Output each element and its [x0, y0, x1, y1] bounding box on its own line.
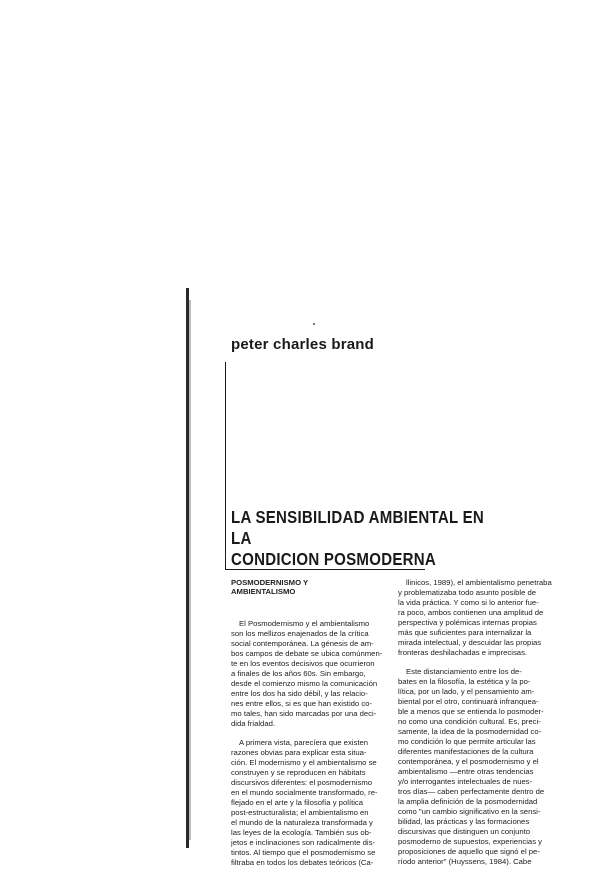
- text-line: perspectiva y polémicas internas propias: [398, 618, 537, 627]
- article-title: [231, 507, 506, 570]
- text-line: mo tales, han sido marcadas por una deci-: [231, 709, 377, 718]
- text-line: ción. El modernismo y el ambientalismo se: [231, 758, 377, 767]
- text-line: El Posmodernismo y el ambientalismo: [239, 619, 370, 628]
- text-line: biental por el otro, continuará infranquea-: [398, 697, 539, 706]
- text-line: diferentes manifestaciones de la cultura: [398, 747, 534, 756]
- text-line: Este distanciamiento entre los de-: [406, 667, 522, 676]
- text-line: fronteras deshilachadas e imprecisas.: [398, 648, 528, 657]
- text-line: proposiciones de aquello que signó el pe-: [398, 847, 540, 856]
- paragraph: [398, 578, 558, 658]
- article-title-line-2: CONDICION POSMODERNA: [231, 549, 437, 569]
- paragraph: [231, 738, 389, 868]
- text-line: ambientalismo —entre otras tendencias: [398, 767, 534, 776]
- text-line: ble a menos que se entienda lo posmoder-: [398, 707, 544, 716]
- paragraph: [398, 667, 558, 867]
- text-line: bates en la filosofía, la estética y la po-: [398, 677, 531, 686]
- text-line: te en los eventos decisivos que ocurrieron: [231, 659, 375, 668]
- text-line: en el mundo socialmente transformado, re-: [231, 788, 378, 797]
- text-line: el mundo de la naturaleza transformada y: [231, 818, 373, 827]
- text-line: más que suficientes para internalizar la: [398, 628, 532, 637]
- text-line: contemporánea, y el posmodernismo y el: [398, 757, 539, 766]
- text-line: desde el comienzo mismo la comunicación: [231, 679, 378, 688]
- text-line: construyen y se reproducen en hábitats: [231, 768, 366, 777]
- page-binding-shadow: [189, 300, 191, 840]
- text-line: llinicos, 1989), el ambientalismo penetraba: [406, 578, 552, 587]
- text-line: bilidad, las prácticas y las formaciones: [398, 817, 530, 826]
- text-column-left: [231, 578, 389, 877]
- text-line: a finales de los años 60s. Sin embargo,: [231, 669, 366, 678]
- text-line: bos campos de debate se ubica comúnmen-: [231, 649, 383, 658]
- title-frame-vertical-rule: [225, 362, 226, 569]
- text-line: las leyes de la ecología. También sus ob-: [231, 828, 372, 837]
- text-column-right: [398, 578, 558, 876]
- text-line: mirada intelectual, y descuidar las propias: [398, 638, 542, 647]
- text-line: ra poco, ambos contienen una amplitud de: [398, 608, 544, 617]
- text-line: jetos e inclinaciones son radicalmente dis-: [231, 838, 376, 847]
- text-line: mo condición lo que permite articular las: [398, 737, 536, 746]
- text-line: discursivos diferentes: el posmodernismo: [231, 778, 372, 787]
- text-line: posmoderno de supuestos, experiencias y: [398, 837, 543, 846]
- speck: [313, 323, 315, 325]
- section-heading-line-2: AMBIENTALISMO: [231, 587, 296, 596]
- text-line: tros días— caben perfectamente dentro de: [398, 787, 545, 796]
- author-name: peter charles brand: [231, 336, 375, 353]
- article-title-line-1: LA SENSIBILIDAD AMBIENTAL EN LA: [231, 507, 485, 548]
- paragraph: [231, 619, 389, 729]
- text-line: social contemporánea. La génesis de am-: [231, 639, 374, 648]
- text-line: ríodo anterior" (Huyssens, 1984). Cabe: [398, 857, 532, 866]
- text-line: son los mellizos enajenados de la crítica: [231, 629, 369, 638]
- text-line: flejado en el arte y la filosofía y política: [231, 798, 364, 807]
- text-line: entre los dos ha sido débil, y las relacio-: [231, 689, 368, 698]
- text-line: samente, la idea de la posmodernidad co-: [398, 727, 542, 736]
- text-line: post-estructuralista; el ambientalismo en: [231, 808, 369, 817]
- text-line: y problematizaba todo asunto posible de: [398, 588, 537, 597]
- text-line: filtraba en todos los debates teóricos (Ca-: [231, 858, 374, 867]
- text-line: no como una condición cultural. Es, preci-: [398, 717, 541, 726]
- text-line: nes entre ellos, si es que han existido co-: [231, 699, 373, 708]
- text-line: razones obvias para explicar esta situa-: [231, 748, 367, 757]
- text-line: lítica, por un lado, y el pensamiento am-: [398, 687, 535, 696]
- section-heading: [231, 578, 389, 596]
- text-line: A primera vista, parecíera que existen: [239, 738, 369, 747]
- text-line: discursivas que distinguen un conjunto: [398, 827, 531, 836]
- section-heading-line-1: POSMODERNISMO Y: [231, 578, 309, 587]
- text-line: y/o interrogantes intelectuales de nues-: [398, 777, 533, 786]
- text-line: la amplia definición de la posmodernidad: [398, 797, 538, 806]
- text-line: dida frialdad.: [231, 719, 276, 728]
- text-line: la vida práctica. Y como si lo anterior fue-: [398, 598, 539, 607]
- text-line: tintos. Al tiempo que el posmodernismo se: [231, 848, 376, 857]
- text-line: como "un cambio significativo en la sensi-: [398, 807, 541, 816]
